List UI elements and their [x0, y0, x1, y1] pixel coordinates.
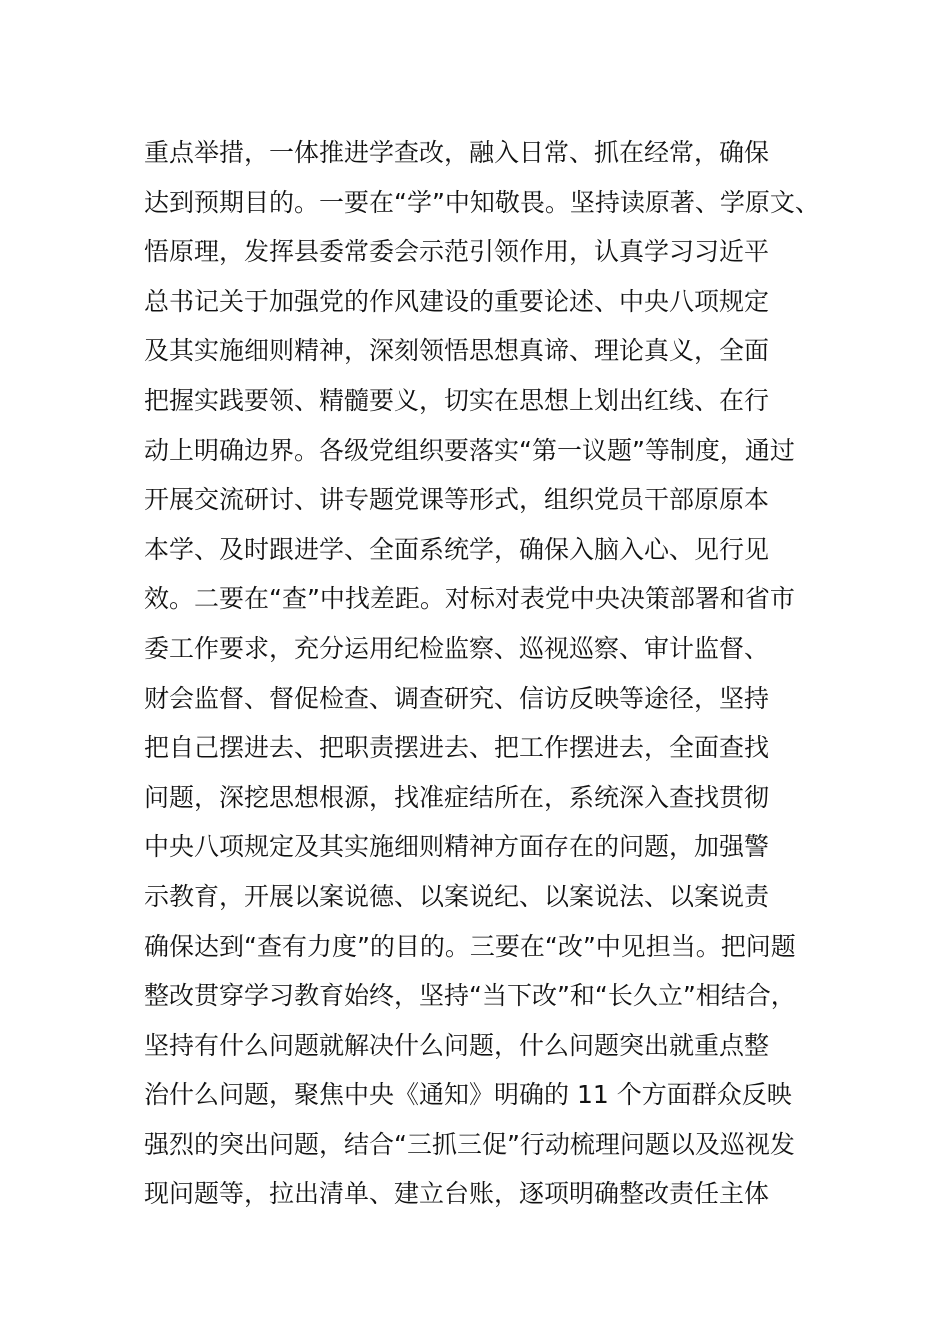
text-line: 治什么问题，聚焦中央《通知》明确的 11 个方面群众反映 [144, 1080, 792, 1110]
text-line: 重点举措，一体推进学查改，融入日常、抓在经常，确保 [144, 138, 770, 167]
text-line: 确保达到“查有力度”的目的。三要在“改”中见担当。把问题 [144, 931, 796, 961]
text-line: 中央八项规定及其实施细则精神方面存在的问题，加强警 [144, 832, 770, 862]
text-line: 动上明确边界。各级党组织要落实“第一议题”等制度，通过 [144, 435, 795, 465]
text-line: 本学、及时跟进学、全面系统学，确保入脑入心、见行见 [144, 534, 770, 564]
text-line: 悟原理，发挥县委常委会示范引领作用，认真学习习近平 [144, 237, 770, 267]
text-line: 开展交流研讨、讲专题党课等形式，组织党员干部原原本 [144, 485, 770, 515]
text-line: 及其实施细则精神，深刻领悟思想真谛、理论真义，全面 [144, 336, 770, 366]
text-line: 现问题等，拉出清单、建立台账，逐项明确整改责任主体 [144, 1179, 770, 1209]
text-line: 问题，深挖思想根源，找准症结所在，系统深入查找贯彻 [144, 782, 770, 812]
body-paragraph [144, 128, 844, 1219]
text-line: 把自己摆进去、把职责摆进去、把工作摆进去，全面查找 [144, 733, 770, 763]
text-line: 坚持有什么问题就解决什么问题，什么问题突出就重点整 [144, 1030, 770, 1060]
text-line: 把握实践要领、精髓要义，切实在思想上划出红线、在行 [144, 385, 770, 415]
text-line: 整改贯穿学习教育始终，坚持“当下改”和“长久立”相结合， [144, 981, 796, 1011]
text-line: 强烈的突出问题，结合“三抓三促”行动梳理问题以及巡视发 [144, 1129, 795, 1159]
text-line: 达到预期目的。一要在“学”中知敬畏。坚持读原著、学原文、 [144, 187, 820, 217]
text-line: 委工作要求，充分运用纪检监察、巡视巡察、审计监督、 [144, 633, 770, 663]
text-line: 财会监督、督促检查、调查研究、信访反映等途径，坚持 [144, 683, 770, 713]
text-line: 总书记关于加强党的作风建设的重要论述、中央八项规定 [144, 286, 770, 316]
text-line: 效。二要在“查”中找差距。对标对表党中央决策部署和省市 [144, 584, 795, 614]
text-line: 示教育，开展以案说德、以案说纪、以案说法、以案说责 [144, 881, 770, 911]
